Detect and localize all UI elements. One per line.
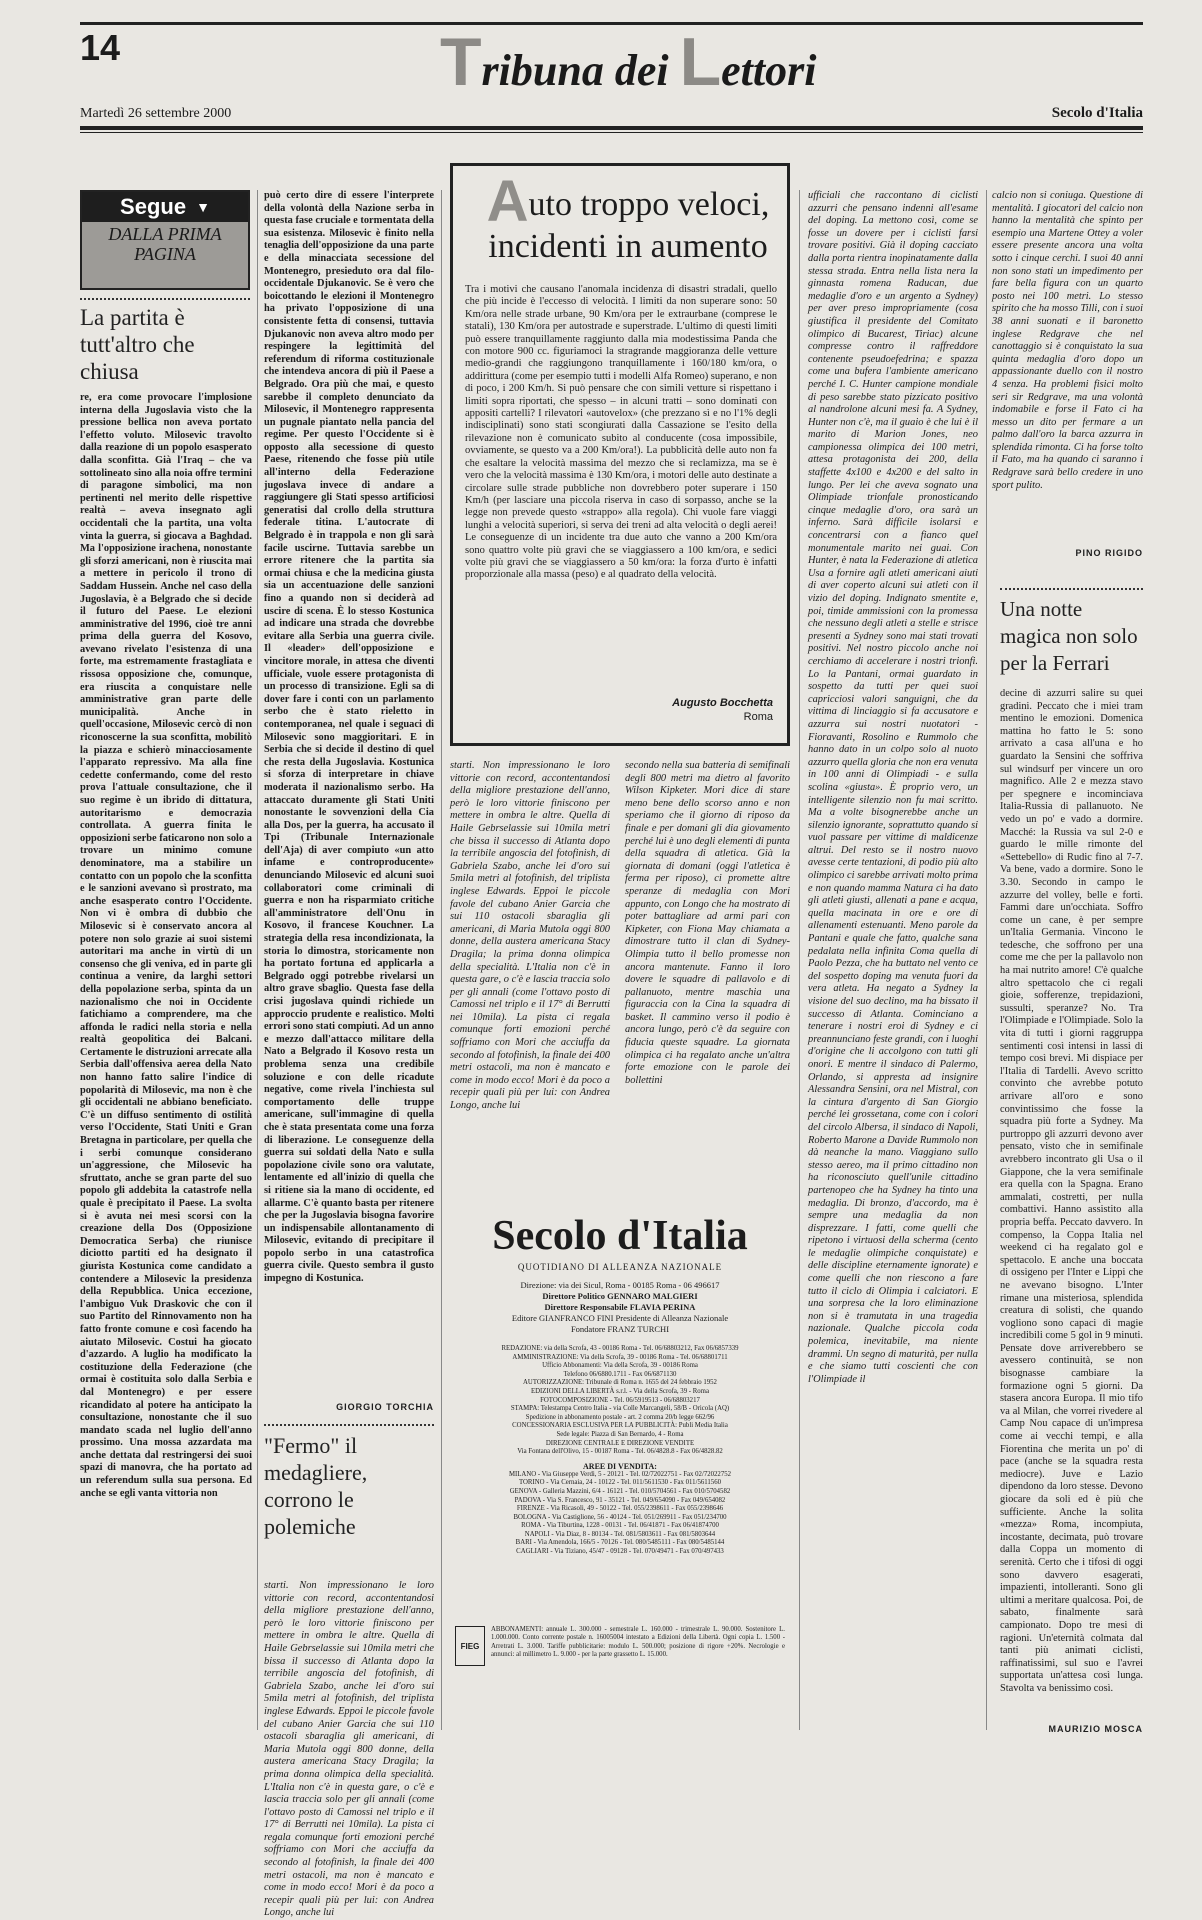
masthead-subtitle: QUOTIDIANO DI ALLEANZA NAZIONALE bbox=[517, 1262, 723, 1272]
column-divider bbox=[441, 190, 442, 1730]
title-word-1: ribuna dei bbox=[481, 46, 680, 95]
masthead-line-5: Fondatore FRANZ TURCHI bbox=[570, 1324, 670, 1334]
divider bbox=[1000, 588, 1143, 590]
office-line: Ufficio Abbonamenti: Via della Scrofa, 39 - 00186 Roma bbox=[542, 1362, 698, 1370]
page-number: 14 bbox=[80, 27, 121, 68]
segue-subtitle: DALLA PRIMA PAGINA bbox=[108, 224, 222, 264]
masthead-box bbox=[455, 1212, 785, 1728]
article-left-col1-text: re, era come provocare l'implosione interna della Jugoslavia visto che la pressione bellica non aveva portato l'effetto voluto. Milosevic travolto dalla reazione di un popolo esasperato dalla sconfitta. Già l'Iraq – che va sottolineato sino alla noia offre termini di paragone simbolici, ma non pertinenti nel merito delle rispettive realtà – aveva insegnato agli occidentali che la partita, una volta vinta la guerra, si giocava a Baghdad. Ma l'opposizione irachena, nonostante gli sforzi americani, non è riuscita mai a mettere in pericolo il trono di Saddam Hussein. Anche nel caso della Jugoslavia, è a Belgrado che si decide il futuro del Paese. Le elezioni amministrative del 1996, cioè tre anni prima della guerra del Kosovo, avevano rivelato l'esistenza di una forte, ma estremamente frastagliata e rissosa opposizione che, comunque, era riuscita a conquistare nelle amministrative gran parte delle municipalità. Anche in quell'occasione, Milosevic cercò di non riconoscerne la sua sconfitta, mobilitò la piazza e schierò minacciosamente l'apparato repressivo. Ma alla fine cedette confermando, come del resto prova l'attuale consultazione, che il suo regime è un ibrido di dittatura, autoritarismo e democrazia controllata. A guerra finita le opposizioni serbe faticarono non solo a trovare un minimo comune denominatore, ma a stabilire un contatto con un popolo che la sconfitta e le sanzioni avevano sì prostrato, ma anche esasperato contro l'Occidente. Non vi è ombra di dubbio che Milosevic si è conservato ancora al potere non solo grazie ai suoi sistemi autoritari ma anche in virtù di un consenso che gli veniva, ed in parte gli continua a venire, da larghi settori della popolazione serba, spinta da un nazionalismo che noi in Occidente fatichiamo a comprendere, ma che affonda le radici nella storia e nella realtà geopolitica dei Balcani. Certamente le distruzioni arrecate alla Serbia dall'offensiva aerea della Nato non hanno fatto salire l'indice di popolarità di Milosevic, ma non è che gli occidentali ne abbiano beneficiato. C'è un diffuso sentimento di ostilità verso l'Occidente, Stati Uniti e Gran Bretagna in particolare, per quella che i serbi comunque considerano un'aggressione, che Milosevic ha sfruttato, anche se gran parte del suo popolo gli addebita la catastrofe nella quale è precipitato il Paese. La svolta si è avuta nei mesi scorsi con la creazione della Dos (Opposizione Democratica Serba) che riunisce diciotto partiti ed ha designato il giurista Kostunica come candidato a contendere a Milosevic la presidenza della Repubblica. Unica eccezione, l'ambiguo Vuk Draskovic che con il suo Partito del Rinnovamento non ha fatto fronte comune e così facendo ha aiutato Milosevic. Costui ha giocato d'azzardo. A luglio ha modificato la costituzione della Federazione (che ormai è costituita solo dalla Serbia e dal Montenegro) e per essere ricandidato al potere ha anticipato la consultazione, nonostante che il suo mandato scada nel luglio dell'anno prossimo. Una mossa azzardata ma anche dettata dal restringersi dei suoi spazi di manovra, che ha portato ad un referendum sulla sua persona. Ed anche se egli vanta vittoria non bbox=[80, 392, 252, 1499]
office-line: REDAZIONE: via della Scrofa, 43 - 00186 Roma - Tel. 06/68803212, Fax 06/6857339 bbox=[501, 1345, 739, 1352]
auto-body bbox=[465, 284, 777, 664]
article-notte-text: decine di azzurri salire su quei gradini. Peccato che i miei tram mentino le emozioni. Domenica mattina ho fatto le 5: sono arrivato a casa all'una e ho guardato la Sensini che soffriva sul windsurf per vincere un oro magnifico. Alle 2 e mezza stavo per spegnere e incominciava Italia-Russia di pallanuoto. Ne vedo un po' e vado a dormire. Macché: la Russia va sul 2-0 e guardo le mille rimonte del «Settebello» di Rudic fino al 7-7. Va bene, vado a dormire. Sono le 3.30. Secondo in campo le azzurre del volley, belle e forti. Fammi dare un'occhiata. Soffro come un cane, è per sempre un'Italia Germania. Vincono le tedesche, che soffrono per una come me che per la pallavolo non ha mai nutrito amore! C'è qualche altro spettacolo che ci regali gioie, sofferenze, trepidazioni, sussulti, speranze? No. Tra l'Olimpiade e l'Olimpiade. Solo la vita di tutti i giorni raggruppa sentimenti così intensi in lassi di tempo così brevi. Mi dispiace per l'Italia di Tardelli. Avevo scritto convinto che avrebbe potuto arrivare all'oro e sono convintissimo che fosse la squadra più forte a Sydney. Ma purtroppo gli azzurri devono aver pensato, visto che in semifinale avrebbero incontrato gli Usa o il Giappone, che la vera semifinale era quella con la Spagna. Erano ammalati, costretti, per nulla combattivi. Hanno assistito alla propria beffa. Peccato davvero. In compenso, la Coppa Italia nel weekend ci ha regalato gol e spettacolo. E anche una boccata di ossigeno per l'Inter e Lippi che ne avevano bisogno. L'Inter rimane una misteriosa, splendida creatura di solisti, che quando vogliono sono capaci di magie incredibili come 5 gol in 9 minuti. Pensate dove arriverebbero se avessero continuità, se non bisognasse cambiare la formazione ogni 5 giorni. Da stasera ancora Europa. Il mio tifo va al Milan, che vorrei rivedere al Camp Nou capace di un'impresa come ai vecchi tempi, e alla Fiorentina che merita un po' di pace (anche se la squadra resta mediocre). Juve e Lazio dipendono da loro stesse. Devono giocare da soli ed è più che sufficiente. Anche la solita «mezza» Roma, incompiuta, incostante, decimata, può trovare dalla Coppa un momento di serenità. Certo che i tifosi di oggi sono davvero esagerati, impazienti, intolleranti. Sono gli ultimi a meritare qualcosa. Poi, de sabato, finalmente sarà campionato. Dopo tre mesi di ragioni. Un'eternità colmata dal tanti più animati ciclisti, raffinatissimi, sul suo e l'avrei supportata un'attesa così lunga. Stavolta va benissimo così. bbox=[1000, 688, 1143, 1694]
article-mid-col1 bbox=[450, 760, 610, 1192]
auto-body-text: Tra i motivi che causano l'anomala incidenza di disastri stradali, quello che più incide è l'eccesso di velocità. I limiti da non superare sono: 50 Km/ora nelle strade urbane, 90 Km/ora per le extraurbane (comprese le statali), 130 Km/ora per autostrade e superstrade. L'ultimo di questi limiti può essere tranquillamente raggiunto dalla mia modestissima Panda che con motore 900 cc. figuriamoci la stragrande maggioranza delle vetture medio-grandi che raggiungono tranquillamente i 160/180 km/ora, o addirittura (come per esempio tutti i modelli Alfa Romeo) superano, e non di poco, i 200 Km/h. Si può pensare che con simili vetture si rispettano i limiti sopra riportati, che spesso – in alcuni tratti – sono dominati con appositi cartelli? I rilevatori «autovelox» (che prezzano sì e no l'1% degli indisciplinati) sono stati scongiurati dalla Cassazione se l'esito della rilevazione non è comunicato subito al conducente (cosa impossibile, ovviamente, se questo va a 200 Km/ora!). La pubblicità delle auto non fa che esaltare la velocità massima del mezzo che si reclamizza, ma se è vero che la velocità massima è 130 Km/ora, i motori delle auto destinate a circolare sulle strade pubbliche non dovrebbero poter superare i 150 Km/h (per lasciare una piccola riserva in caso di sorpasso, anche se la legge non prevede questo «strappo» alla regola). Chi vuole fare viaggi lunghi a velocità superiori, si serva dei treni ad alta velocità o degli aerei! Le conseguenze di un incidente tra due auto che vanno a 200 Km/ora sono quattro volte più gravi che se viaggiassero a 100 km/ora, e sedici volte più gravi che se viaggiassero a 50 km/ora: la forza d'urto è infatti proporzionale alla massa (peso) e al quadrato della velocità. bbox=[465, 284, 778, 581]
title-initial-l: L bbox=[679, 24, 722, 100]
article-mid-col2 bbox=[625, 760, 790, 1192]
masthead-name: Secolo d'Italia bbox=[492, 1213, 748, 1259]
headline-fermo: "Fermo" il medagliere, corrono le polemiche bbox=[264, 1433, 368, 1539]
headline-auto bbox=[483, 169, 773, 271]
masthead-line-3: Direttore Responsabile FLAVIA PERINA bbox=[544, 1302, 696, 1312]
column-divider bbox=[257, 190, 258, 1730]
masthead-lines bbox=[455, 1280, 785, 1335]
area-line: BARI - Via Amendola, 166/5 - 70126 - Tel. 080/5485111 - Fax 080/5485144 bbox=[515, 1539, 725, 1547]
article-fermo-body: starti. Non impressionano le loro vittorie con record, accontentandosi della migliore prestazione dell'anno, però le loro vittorie finiscono per mettere in ombra le altre. Quella di Haile Gebrselassie sui 10mila metri che bissa il successo di Atlanta dopo la terribile angoscia del fotofinish, di Gabriela Szabo, anche lei d'oro sui 5mila metri al fotofinish, del triplista inglese Edwards. Eppoi le piccole favole del cubano Anier Garcia che sui 110 ostacoli sbaraglia gli americani, di Maria Mutola oggi 800 donne, della austera americana Stacy Dragila; la prima donna olimpica della specialità. L'Italia non c'è in questa gare, o c'è e lascia traccia solo per gli annali (come l'ottavo posto di Camossi nel triplo e il 17° di Berrutti nei 10mila). La pista ci regala comunque forti emozioni perché soffriamo con Mori che acciuffa da secondo al fotofinish, la finale dei 400 metri ostacoli, ma non è mancato e come in modo ecco! Mori è da poco a recepir quali più per lui: con Andrea Longo, anche lui bbox=[264, 1580, 434, 1919]
areas-label: AREE DI VENDITA: bbox=[583, 1461, 657, 1471]
office-line: AUTORIZZAZIONE: Tribunale di Roma n. 1655 del 24 febbraio 1952 bbox=[523, 1379, 717, 1387]
header-rule bbox=[80, 126, 1143, 130]
office-line: EDIZIONI DELLA LIBERTÀ s.r.l. - Via della Scrofa, 39 - Roma bbox=[530, 1387, 709, 1395]
divider bbox=[80, 298, 250, 300]
area-line: NAPOLI - Via Diaz, 8 - 80134 - Tel. 081/5803611 - Fax 081/5803644 bbox=[524, 1530, 716, 1538]
article-right-col2-text: calcio non si coniuga. Questione di mentalità. I giocatori del calcio non hanno la mentalità che spinto per esempio una Martene Ottey a voler essere presente ancora una volta sotto i cinque cerchi. I suoi 40 anni non sono stati un impedimento per fare bella figura con un quarto posto nei 100 metri. Lo stesso spirito che ha mosso Tilli, con i suoi 38 anni suonati e il baronetto inglese Redgrave che nel canottaggio si è conquistato la sua quinta medaglia d'oro dopo un appassionante duello con il nostro 4 senza. Ha problemi fisici molto seri sir Redgrave, ma una volontà indomabile e forse il Fato ci ha messo un dito per fermare a un palmo dall'oro la barca azzurra in splendida rimonta. Ci ha forse tolto il Fato, ma ha quando ci saranno i Redgrave sarà bello credere in uno sport pulito. bbox=[992, 190, 1143, 491]
segue-box bbox=[80, 190, 250, 290]
paper-name: Secolo d'Italia bbox=[1051, 105, 1143, 121]
article-left-col1 bbox=[80, 392, 252, 1722]
divider bbox=[264, 1424, 434, 1426]
office-line: CONCESSIONARIA ESCLUSIVA PER LA PUBBLICITÀ: Publi Media Italia bbox=[512, 1422, 728, 1430]
title-initial-t: T bbox=[440, 24, 482, 100]
office-line: Sede legale: Piazza di San Bernardo, 4 - Roma bbox=[556, 1430, 684, 1438]
area-line: MILANO - Via Giuseppe Verdi, 5 - 20121 - Tel. 02/72022751 - Fax 02/72022752 bbox=[508, 1470, 732, 1478]
issue-date: Martedì 26 settembre 2000 bbox=[80, 106, 232, 121]
office-line: DIREZIONE CENTRALE E DIREZIONE VENDITE bbox=[545, 1439, 695, 1447]
auto-box bbox=[450, 163, 790, 746]
area-line: CAGLIARI - Via Tiziano, 45/47 - 09128 - Tel. 070/49471 - Fax 070/497433 bbox=[516, 1548, 724, 1556]
headline-notte: Una notte magica non solo per la Ferrari bbox=[1000, 597, 1138, 675]
article-left-col2-text: può certo dire di essere l'interprete della volontà della Nazione serba in questa fase cruciale e tormentata della sua esistenza. Milosevic è finito nella tenaglia dell'opposizione da una parte e della minacciata secessione del Montenegro, presieduto ora dal filo-occidentale Djukanovic. Se è vero che boicottando le elezioni il Montenegro ha privato l'opposizione di una consistente fetta di consensi, tuttavia Djukanovic non aveva altro modo per respingere la legittimità del referendum di riforma costituzionale che intendeva ancora di più il Paese a Belgrado. Ora più che mai, e questo sarebbe il completo denunciato da Milosevic, il Montenegro rappresenta un pugnale piantato nella pancia del regime. Per questo l'Occidente si è opposto alla secessione di questo Paese, ritenendo che fosse più utile all'interno della Federazione jugoslava invece di andare a raggiungere gli Stati spesso artificiosi generatisi dal crollo della struttura federale titina. L'autocrate di Belgrado è in trappola e non gli sarà facile uscirne. Tuttavia sarebbe un errore ritenere che la partita sia ormai chiusa e che la medicina giusta sia un accentuazione delle sanzioni fino a quando non si deciderà ad uscire di scena. È lo stesso Kostunica ad indicare una strada che dovrebbe evitare alla Serbia una guerra civile. Il «leader» dell'opposizione e vincitore morale, in attesa che diventi ufficiale, vuole essere protagonista di un processo di transizione. Egli sa di dover fare i conti con un parlamento serbo che è stato rieletto in contemporanea, nel quale i seguaci di Milosevic sono maggioritari. E in Serbia che si decide il destino di quel che resta della Jugoslavia. Kostunica si sforza di interpretare in chiave moderata il nazionalismo serbo. Ha attaccato duramente gli Stati Uniti nonostante le sovvenzioni della Cia alla Dos, per la guerra, ha accusato il Tpi (Tribunale Internazionale dell'Aja) di aver compiuto «un atto infame e controproducente» denunciando Milosevic ed alcuni suoi collaboratori come criminali di guerra e non ha risparmiato critiche all'amministratore dell'Onu in Kosovo, il francese Kouchner. La strategia della resa incondizionata, la storia lo dimostra, storicamente non ha portato fortuna ed applicarla a Belgrado oggi potrebbe rivelarsi un altro grave sbaglio. Questa fase della crisi jugoslava quindi richiede un approccio prudente e realistico. Molti errori sono stati compiuti. Ad un anno e mezzo dall'attacco militare della Nato a Belgrado il Kosovo resta un problema senza una credibile soluzione e con delle ricadute negative, come rivela l'inchiesta sul comportamento delle truppe americane, sull'immagine di quella che è stata presentata come una forza di liberazione. Le conseguenze della guerra sui soldati della Nato e sulla popolazione civile sono ora valutate, lentamente ed all'inizio di quella che si ritiene sia la mano di occidente, ed allarme. C'è quanto basta per ritenere che per la Jugoslavia bisogna favorire un indispensabile allontanamento di Milosevic, evitando di precipitare il popolo serbo in una catastrofica guerra civile. Questo sembra il gusto impegno di Kostunica. bbox=[264, 190, 434, 1285]
area-line: FIRENZE - Via Ricasoli, 49 - 50122 - Tel. 055/2398611 - Fax 055/2398646 bbox=[516, 1505, 724, 1513]
column-divider bbox=[986, 190, 987, 1730]
auto-signature-name: Augusto Bocchetta bbox=[672, 697, 773, 709]
article-left-col2 bbox=[264, 190, 434, 1402]
office-line: AMMINISTRAZIONE: Via della Scrofa, 39 - 00186 Roma - Tel. 06/68801711 bbox=[512, 1353, 728, 1361]
masthead-areas bbox=[455, 1471, 785, 1557]
office-line: Telefono 06/6880.1711 - Fax 06/6871130 bbox=[563, 1370, 677, 1378]
article-right-col2 bbox=[992, 190, 1143, 546]
office-line: Spedizione in abbonamento postale - art. 2 comma 20/b legge 662/96 bbox=[525, 1413, 715, 1421]
down-arrow-icon: ▼ bbox=[196, 199, 210, 215]
article-mid-col1-text: starti. Non impressionano le loro vittorie con record, accontentandosi della migliore prestazione dell'anno, però le loro vittorie finiscono per mettere in ombra le altre. Quella di Haile Gebrselassie sui 10mila metri che bissa il successo di Atlanta dopo la terribile angoscia del fotofinish, di Gabriela Szabo, anche lei d'oro sui 5mila metri al fotofinish, del triplista inglese Edwards. Eppoi le piccole favole del cubano Anier Garcia che sui 110 ostacoli sbaraglia gli americani, di Maria Mutola oggi 800 donne, della austera americana Stacy Dragila; la prima donna olimpica della specialità. L'Italia non c'è in questa gare, o c'è e lascia traccia solo per gli annali (come l'ottavo posto di Camossi nel triplo e il 17° di Berrutti nei 10mila). La pista ci regala comunque forti emozioni perché soffriamo con Mori che acciuffa da secondo al fotofinish, la finale dei 400 metri ostacoli, ma non è mancato e come in modo ecco! Mori è da poco a recepir quali più per lui: con Andrea Longo, anche lui bbox=[450, 760, 610, 1112]
masthead-subscriptions: ABBONAMENTI: annuale L. 300.000 - semestrale L. 160.000 - trimestrale L. 90.000. Sostenitore L. 1.000.000. Conto corrente postale n. 16005004 intestato a Edizioni della Libertà. Ogni copia L. 1.500 - Arretrati L. 3.000. Tariffe pubblicitarie: modulo L. 500.000; posizione di rigore +20%. Necrologie e annunci: al millimetro L. 9.000 - per la parte grassetto L. 15.000. bbox=[491, 1626, 785, 1659]
area-line: TORINO - Via Cernaia, 24 - 10122 - Tel. 011/5611530 - Fax 011/5611560 bbox=[519, 1479, 721, 1487]
article-notte-col bbox=[1000, 688, 1143, 1724]
fieg-logo: FIEG bbox=[455, 1626, 485, 1666]
segue-label-bar bbox=[82, 192, 248, 222]
headline-auto-text: uto troppo veloci, incidenti in aumento bbox=[488, 186, 770, 265]
headline-auto-initial: A bbox=[486, 169, 529, 234]
masthead-offices bbox=[455, 1345, 785, 1457]
section-title bbox=[440, 24, 817, 100]
article-mid-col2-text: secondo nella sua batteria di semifinali degli 800 metri ma dietro al favorito Wilson Kipketer. Mori dice di stare meno bene dello scorso anno e non speriamo che il giorno di riposo da finale e per domani gli dia giovamento perché lui è uno degli elementi di punta della squadra di atletica. Già la giornata di domani (oggi l'atletica è ferma per riposo), ci promette altre speranze di medaglia con Mori appunto, con Longo che ha mostrato di poter battagliare ad armi pari con Kipketer, con Fiona May chiamata a dimostrare tutto il clan di Sydney-Olimpia tutto il bello promesse non ancora mantenute. Fanno il loro dovere le squadre di pallavolo e di pallanuoto, mentre maschia una figuraccia con la Cina la squadra di basket. Il cammino verso il podio è ancora lungo, però c'è da seguire con fiducia queste squadre. La giornata olimpica ci ha regalato anche un'altra forte emozione con le parole dei bollettini bbox=[625, 760, 790, 1086]
title-word-2: ettori bbox=[721, 46, 817, 95]
signature-rigido: PINO RIGIDO bbox=[1075, 548, 1143, 558]
auto-signature-city: Roma bbox=[743, 711, 773, 723]
headline-partita: La partita è tutt'altro che chiusa bbox=[80, 305, 195, 384]
article-right-col1-text: ufficiali che raccontano di ciclisti azzurri che pensano indenni all'esame del doping. La mettono così, come se fosse un dovere per i ciclisti farsi trovare positivi. Già il doping cacciato dalla porta rientra inopinatamente dalla stessa strada. Entra nella lista nera la ginnasta romena Raducan, due medaglie d'oro e un argento a Sydney) per aver preso impropriamente (cosa giustifica il presidente del Comitato olimpico di Bucarest, Tiriac) alcune compresse contro il raffreddore contenente pseudoefedrina; e spazza come una bufera l'ambiente americano perché I. C. Hunter campione mondiale di peso sarebbe stato pizzicato positivo al nandrolone alcuni mesi fa. A Sydney, Hunter non c'è, ma il guaio è che lui è il marito di Marion Jones, neo campionessa olimpica dei 100 metri, attesa protagonista dei 200, della staffette 4x100 e 4x200 e del salto in lungo. Per lei che aveva sognato una Olimpiade trionfale pronosticando cinque medaglie d'oro, ora sarà un inferno. Sarà difficile isolarsi e concentrarsi con a fianco quel monumentale marito nei guai. Con Hunter, è nata la Federazione di atletica Usa a fornire agli atleti americani aiuti di aver coperto alcuni sui atleti con il vizio del doping. Indignato smentite e, poi, timide ammissioni con la promessa che nessuno degli atleti a stelle e strisce presenti a Sydney sono mai stati trovati positivi. Nel nostro piccolo anche noi cerchiamo di accelerare i nostri trionfi. Lo la Pantani, ormai guardato in sospetto da tutti per quei suoi capricciosi valori sanguigni, che da vittima di linciaggio si fa accusatore e azzurra sui nostri nuotatori - Fioravanti, Rosolino e Rummolo che hanno dato in un colpo solo al nuoto azzurro quella gloria che non era venuta in 100 anni di Olimpiadi - e sulla scolina «giusta». È proprio vero, un intelligente silenzio non fu mai scritto. Ma a volte bisognerebbe anche un silenzio ignorante, soprattutto quando si vuol passare per vittime di maldicenze altrui. Del resto se il nostro nuovo avesse certe tentazioni, di podio più alto olimpico ci sarebbe arrivati molto prima e non quando mamma Natura ci ha dato gli atleti giusti, allenati a pane e acqua, quella macinata in ore e ore di allenamenti estenuanti. Meno parole da Pantani e quale che fatto, qualche sana pedalata nella infinita Coma quella di Paolo Pezza, che ha buttato nel vento ce del sospetto doping ma venuta fuori da vera atleta. Ha negato a Sydney la visione del suo declino, ma ha bissato il successo di Atlanta. Cominciano a tenerare i nostri eroi di Sydney e ci preannunciano feste grandi, con i luoghi d'origine che li accolgono con tutti gli onori. E mentre il sindaco di Palermo, Orlando, si appresta ad insignire Alessandra Sensini, ora nel Mistral, con la cintura d'argento di San Giorgio perché lei grossetana, come con i colori del circolo Albersa, il sindaco di Napoli, Roberto Marone a Davide Rummolo non dà neanche la mano. Viaggiano sullo stesso aereo, ma il primo cittadino non ha riconosciuto quell'unile cittadino partenopeo che ha Sydney ha tinto una medaglia. Di bronzo, d'accordo, ma è sempre una medaglia da non disprezzare. I fatti, come quelli che ripetono i virtuosi della scherma (cento le medaglie olimpiche conquistate) e delle discipline eternamente ignorate) e come quelli che non riescono a fare tutto il ciclo di Olimpia i calciatori. E una sorpresa che la loro eliminazione non si è tramutata in una tragedia nazionale. Qualche piccola coda polemica, inevitabile, ma niente drammi. Un segno di maturità, per nulla e che siamo tutti coscienti che con l'Olimpiade il bbox=[808, 190, 978, 1385]
auto-signature bbox=[672, 696, 773, 724]
signature-torchia: GIORGIO TORCHIA bbox=[336, 1402, 434, 1412]
article-right-col1 bbox=[808, 190, 978, 1730]
office-line: Via Fontana dell'Olivo, 15 - 00187 Roma - Tel. 06/4828.8 - Fax 06/4828.82 bbox=[517, 1448, 723, 1456]
area-line: BOLOGNA - Via Castiglione, 56 - 40124 - Tel. 051/269911 - Fax 051/234700 bbox=[513, 1513, 727, 1521]
masthead-line-4: Editore GIANFRANCO FINI Presidente di Alleanza Nazionale bbox=[511, 1313, 729, 1323]
header-rule-thin bbox=[80, 132, 1143, 133]
segue-label: Segue bbox=[120, 194, 187, 219]
area-line: GENOVA - Galleria Mazzini, 6/4 - 16121 - Tel. 010/5704561 - Fax 010/5704582 bbox=[509, 1487, 731, 1495]
column-divider bbox=[799, 190, 800, 1730]
masthead-line-1: Direzione: via dei Sicul, Roma - 00185 Roma - 06 496617 bbox=[520, 1280, 720, 1290]
area-line: PADOVA - Via S. Francesco, 91 - 35121 - Tel. 049/654090 - Fax 049/654082 bbox=[514, 1496, 726, 1504]
article-fermo-text bbox=[264, 1580, 434, 1919]
office-line: STAMPA: Telestampa Centro Italia - via Colle Marcangeli, 58/B - Oricola (AQ) bbox=[510, 1405, 730, 1413]
top-rule bbox=[80, 22, 1143, 25]
signature-mosca: MAURIZIO MOSCA bbox=[1048, 1724, 1143, 1734]
office-line: FOTOCOMPOSIZIONE - Tel. 06/5919513 - 06/68803217 bbox=[540, 1396, 700, 1404]
area-line: ROMA - Via Tiburtina, 1228 - 00131 - Tel. 06/41871 - Fax 06/41874700 bbox=[521, 1522, 719, 1530]
masthead-line-2: Direttore Politico GENNARO MALGIERI bbox=[542, 1291, 698, 1301]
